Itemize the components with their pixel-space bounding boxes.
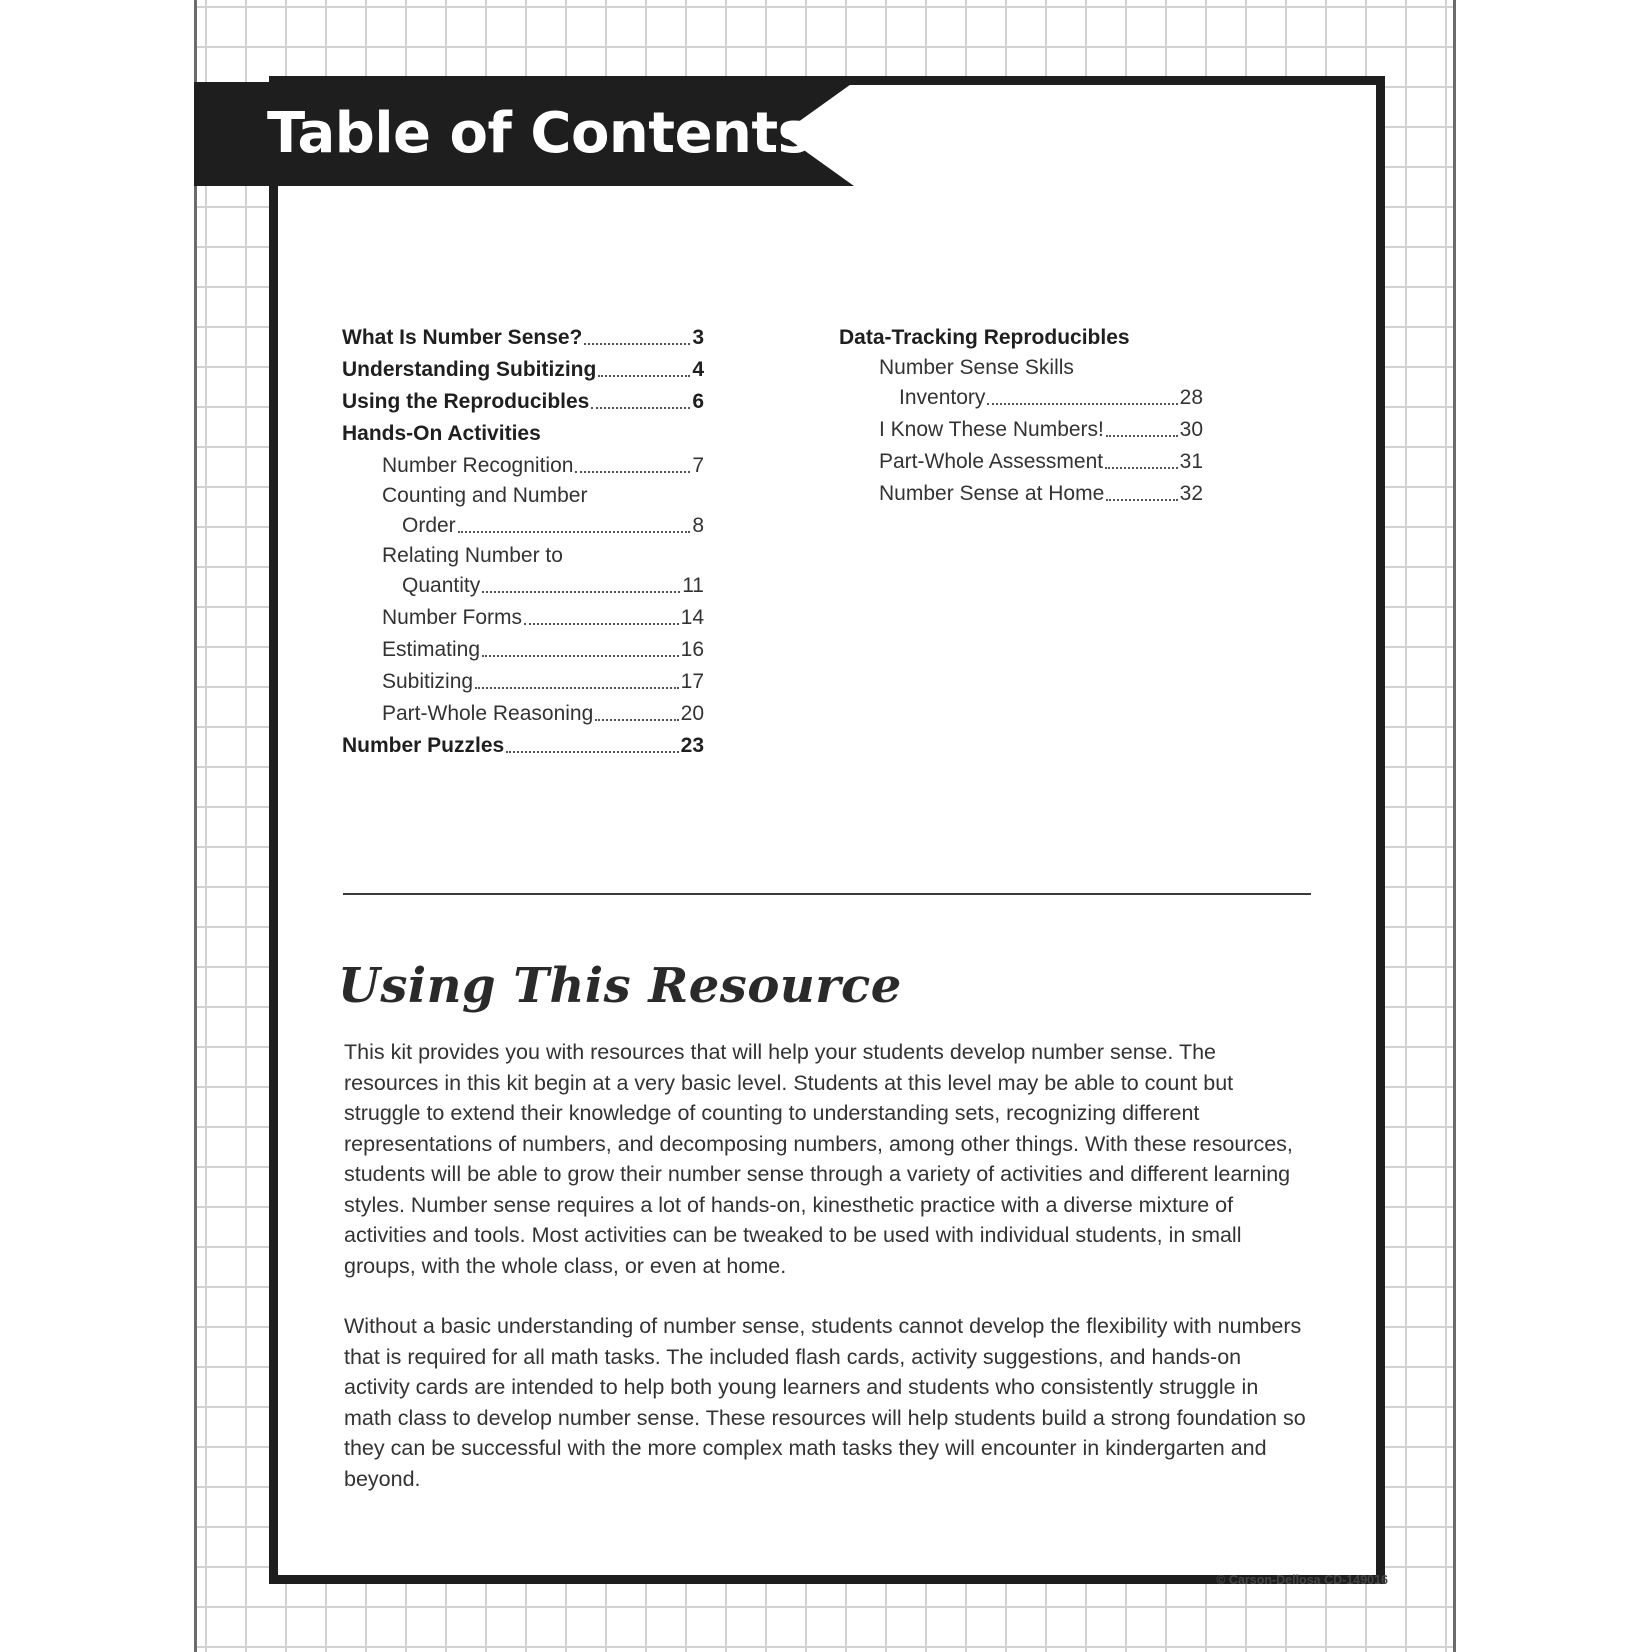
- toc-entry-label: Subitizing: [382, 670, 474, 693]
- toc-entry-page: 4: [692, 358, 704, 381]
- toc-entry-page: 32: [1179, 482, 1203, 505]
- dot-leader: [598, 375, 690, 377]
- toc-entry-label: I Know These Numbers!: [879, 418, 1104, 441]
- toc-entry-label: Counting and Number: [382, 484, 588, 507]
- toc-section-heading: [342, 418, 704, 450]
- toc-entry[interactable]: [342, 322, 704, 354]
- toc-left-column: [342, 322, 704, 762]
- toc-entry-page: 17: [680, 670, 704, 693]
- toc-entry-page: 28: [1179, 386, 1203, 409]
- dot-leader: [1106, 435, 1178, 437]
- toc-subentry[interactable]: [839, 414, 1203, 446]
- dot-leader: [475, 687, 679, 689]
- toc-entry-page: 30: [1179, 418, 1203, 441]
- section-divider: [343, 893, 1311, 895]
- toc-section-heading: [839, 322, 1203, 354]
- dot-leader: [524, 623, 679, 625]
- toc-subentry[interactable]: [839, 446, 1203, 478]
- toc-entry-label: Number Puzzles: [342, 734, 505, 757]
- toc-entry[interactable]: [342, 730, 704, 762]
- toc-entry-page: 3: [692, 326, 704, 349]
- toc-subentry[interactable]: [342, 542, 704, 602]
- toc-entry-label: Estimating: [382, 638, 481, 661]
- dot-leader: [1105, 467, 1178, 469]
- body-paragraph: This kit provides you with resources that will help your students develop number sense. The resources in this kit begin at a very basic level. Students at this level may be able to count but struggle to extend their knowledge of counting to understanding sets, recognizing different representations of numbers, and decomposing numbers, among other things. With these resources, students will be able to grow their number sense through a variety of activities and different learning styles. Number sense requires a lot of hands-on, kinesthetic practice with a diverse mixture of activities and tools. Most activities can be tweaked to be used with individual students, in small groups, with the whole class, or even at home.: [344, 1040, 1293, 1278]
- toc-entry-page: 14: [680, 606, 704, 629]
- toc-subentry[interactable]: [342, 482, 704, 542]
- toc-heading-label: Data-Tracking Reproducibles: [839, 326, 1130, 349]
- toc-entry-page: 23: [680, 734, 704, 757]
- toc-entry-page: 6: [692, 390, 704, 413]
- toc-entry-label-continued: Quantity: [402, 574, 481, 597]
- toc-entry-label: Using the Reproducibles: [342, 390, 590, 413]
- toc-subentry[interactable]: [839, 354, 1203, 414]
- toc-subentry[interactable]: [839, 478, 1203, 510]
- toc-entry[interactable]: [342, 386, 704, 418]
- toc-entry-label-continued: Inventory: [899, 386, 986, 409]
- toc-entry-label: Number Forms: [382, 606, 523, 629]
- body-paragraph: Without a basic understanding of number sense, students cannot develop the flexibility with numbers that is required for all math tasks. The included flash cards, activity suggestions, and hands-on activity cards are intended to help both young learners and students who consistently struggle in math class to develop number sense. These resources will help students build a strong foundation so they can be successful with the more complex math tasks they will encounter in kindergarten and beyond.: [344, 1314, 1306, 1491]
- toc-entry-label: Understanding Subitizing: [342, 358, 597, 381]
- dot-leader: [987, 403, 1177, 405]
- toc-subentry[interactable]: [342, 450, 704, 482]
- dot-leader: [482, 591, 680, 593]
- copyright-notice: © Carson-Dellosa CD-149016: [1216, 1573, 1388, 1587]
- dot-leader: [458, 531, 691, 533]
- toc-entry-label: Number Recognition: [382, 454, 574, 477]
- toc-subentry[interactable]: [342, 698, 704, 730]
- toc-entry-label: What Is Number Sense?: [342, 326, 583, 349]
- section-title: Using This Resource: [338, 958, 902, 1014]
- toc-subentry[interactable]: [342, 634, 704, 666]
- dot-leader: [584, 343, 690, 345]
- toc-entry-label-continued: Order: [402, 514, 456, 537]
- toc-entry-label: Relating Number to: [382, 544, 563, 567]
- toc-subentry[interactable]: [342, 666, 704, 698]
- toc-entry-label: Part-Whole Assessment: [879, 450, 1104, 473]
- toc-entry-page: 31: [1179, 450, 1203, 473]
- toc-entry-page: 7: [692, 454, 704, 477]
- dot-leader: [506, 751, 678, 753]
- toc-entry-label: Number Sense at Home: [879, 482, 1105, 505]
- toc-entry[interactable]: [342, 354, 704, 386]
- dot-leader: [575, 471, 690, 473]
- toc-entry-page: 20: [680, 702, 704, 725]
- toc-entry-page: 16: [680, 638, 704, 661]
- toc-heading-label: Hands-On Activities: [342, 422, 541, 445]
- toc-entry-page: 8: [692, 514, 704, 537]
- toc-right-column: [839, 322, 1203, 510]
- toc-subentry[interactable]: [342, 602, 704, 634]
- dot-leader: [482, 655, 679, 657]
- dot-leader: [1106, 499, 1177, 501]
- dot-leader: [595, 719, 678, 721]
- toc-entry-label: Number Sense Skills: [879, 356, 1074, 379]
- toc-entry-page: 11: [682, 574, 704, 597]
- dot-leader: [591, 407, 690, 409]
- page-title: Table of Contents: [267, 101, 811, 166]
- toc-entry-label: Part-Whole Reasoning: [382, 702, 594, 725]
